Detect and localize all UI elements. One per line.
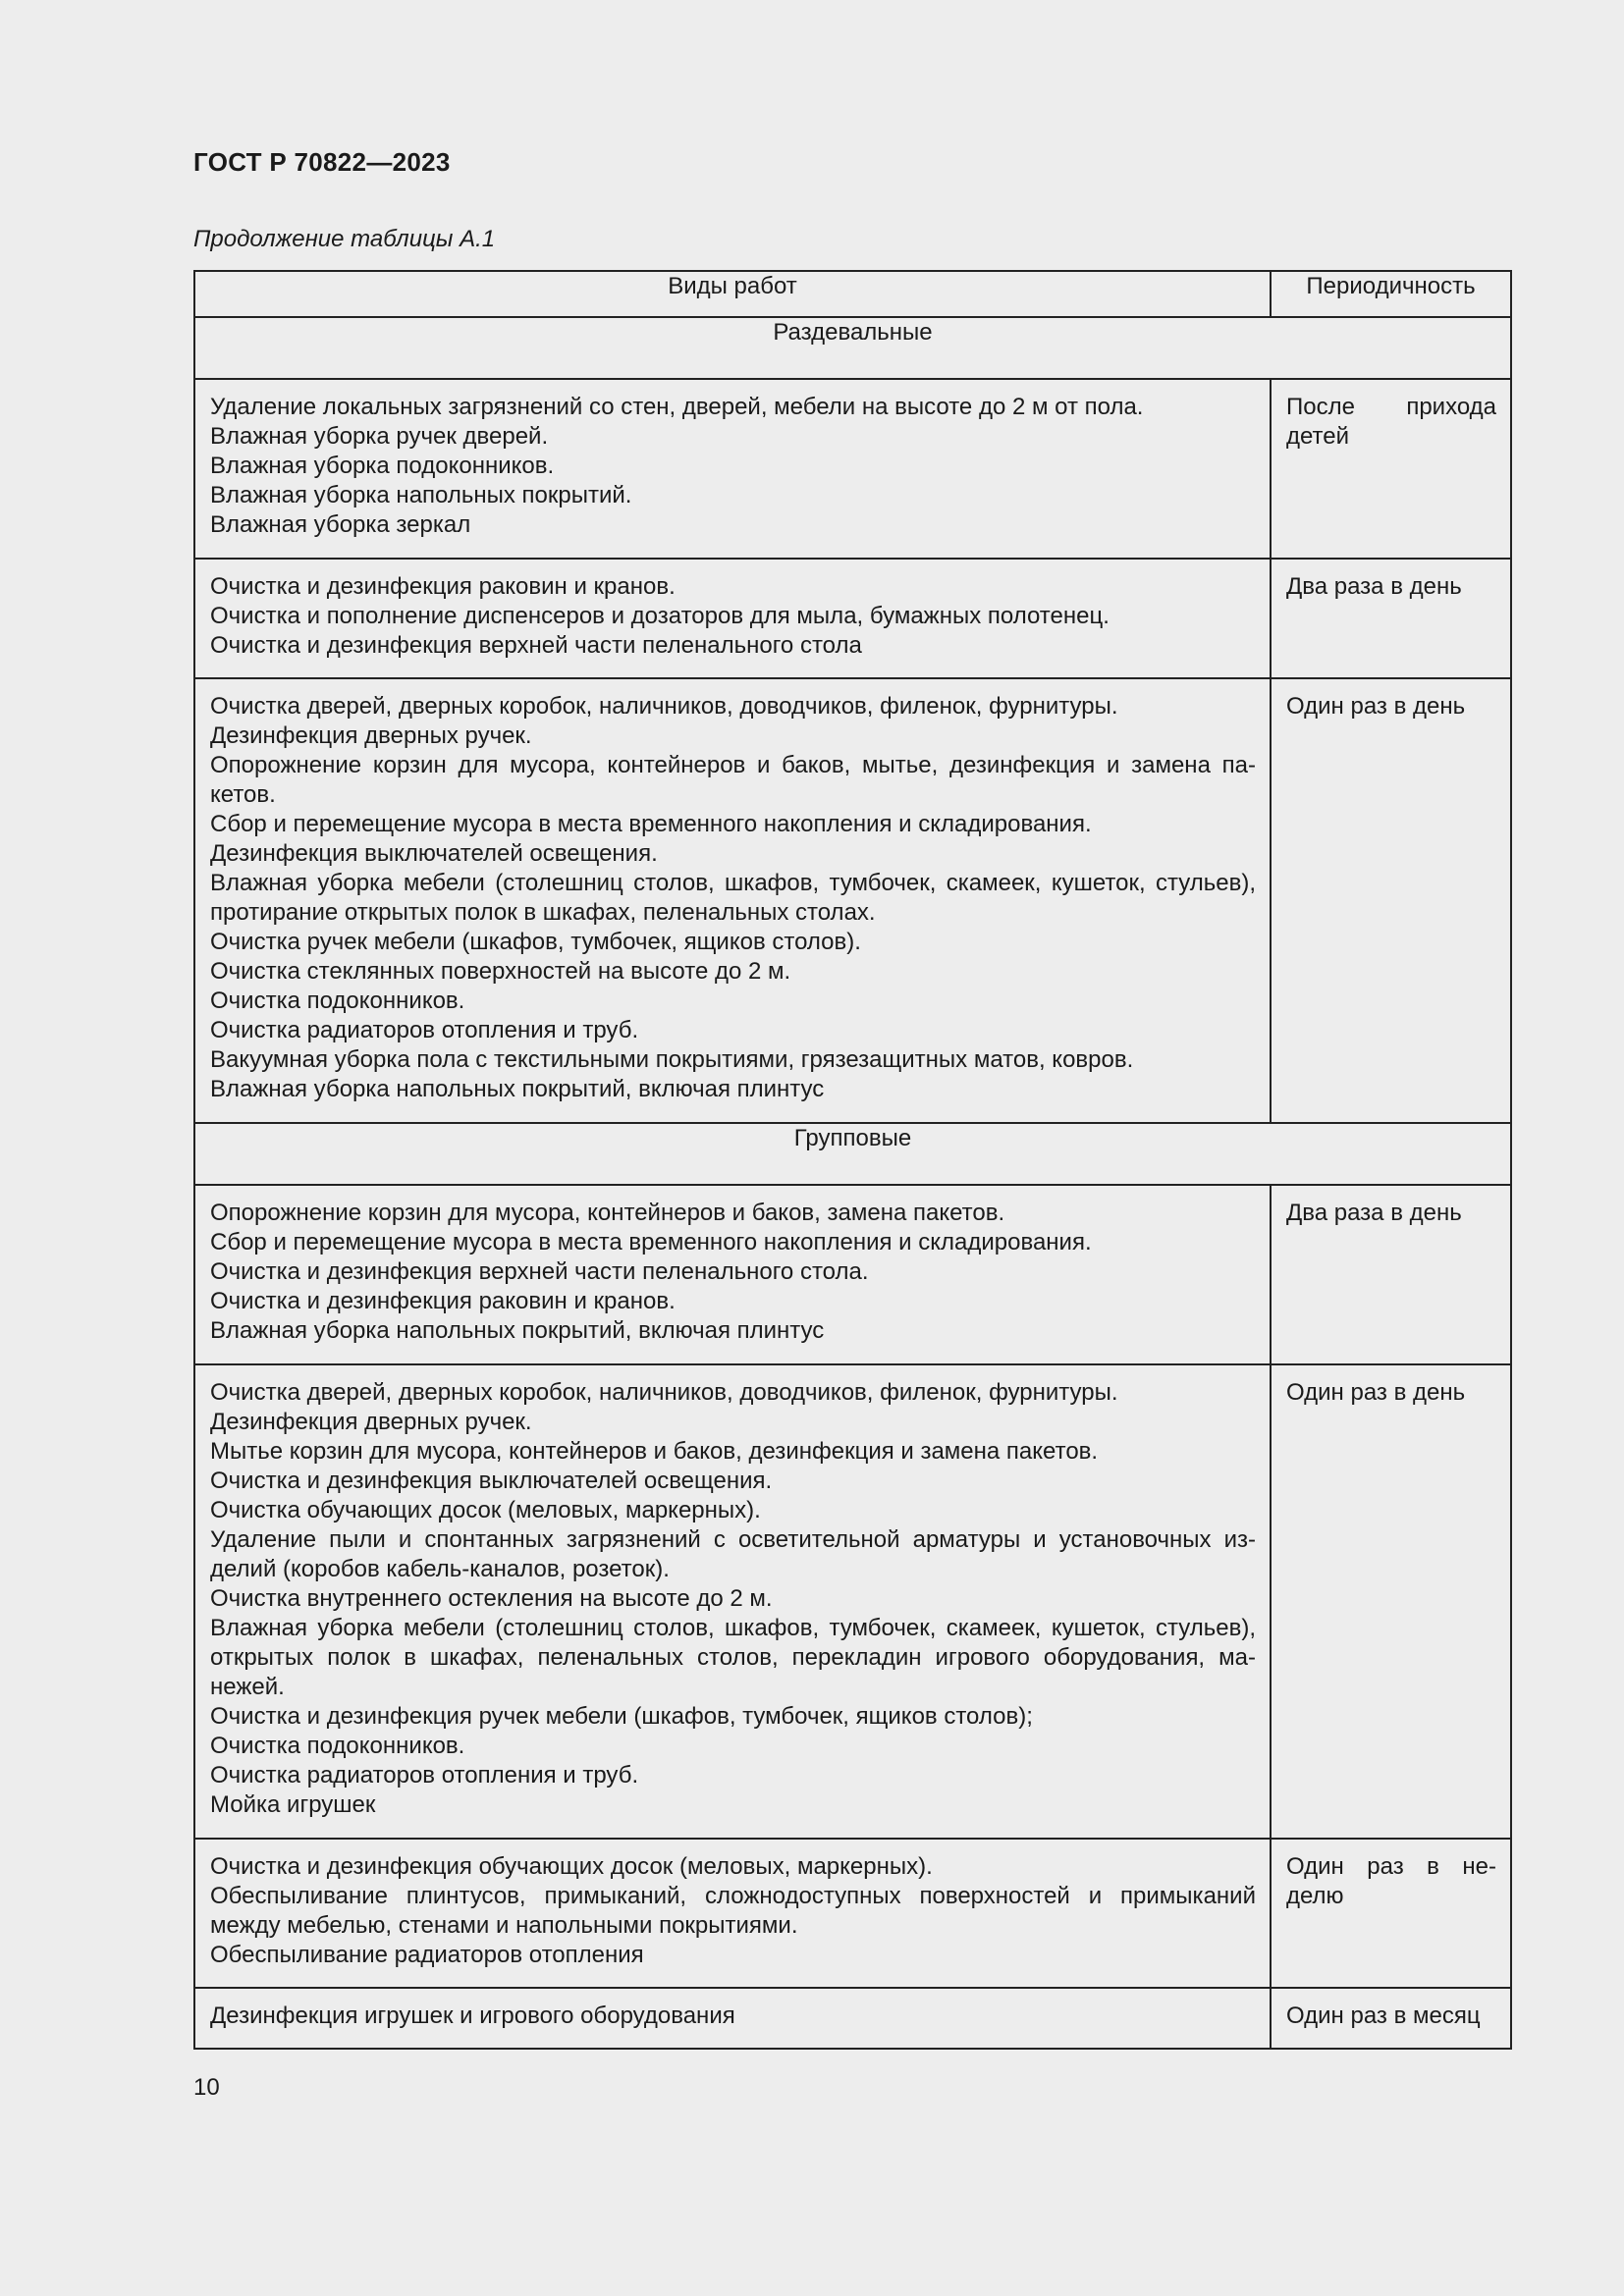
work-line: Дезинфекция игрушек и игрового оборудования	[210, 2002, 735, 2029]
works-cell	[194, 559, 1271, 678]
section-title: Групповые	[194, 1123, 1511, 1185]
table-row	[194, 379, 1511, 559]
period-line: Один раз в день	[1286, 693, 1466, 720]
column-header-period: Периодичность	[1271, 271, 1511, 317]
work-line: Очистка и дезинфекция обучающих досок (меловых, маркерных).	[210, 1853, 933, 1880]
work-line: Очистка и дезинфекция выключателей освещения.	[210, 1468, 773, 1494]
work-line: Обеспыливание плинтусов, примыканий, сложнодоступных поверхностей и примыканий	[210, 1883, 1256, 1909]
work-line: Сбор и перемещение мусора в места временного накопления и складирования.	[210, 1229, 1092, 1255]
work-line: Очистка радиаторов отопления и труб.	[210, 1017, 639, 1043]
work-line: Очистка обучающих досок (меловых, маркерных).	[210, 1497, 761, 1523]
work-line: Очистка дверей, дверных коробок, наличников, доводчиков, филенок, фурнитуры.	[210, 1379, 1118, 1406]
work-line: Очистка внутреннего остекления на высоте до 2 м.	[210, 1585, 773, 1612]
table-caption: Продолжение таблицы А.1	[193, 226, 496, 252]
work-line: Мытье корзин для мусора, контейнеров и баков, дезинфекция и замена пакетов.	[210, 1438, 1099, 1465]
work-line: Очистка и дезинфекция верхней части пеленального стола.	[210, 1258, 869, 1285]
works-cell	[194, 379, 1271, 559]
period-cell	[1271, 559, 1511, 678]
period-cell	[1271, 1988, 1511, 2049]
work-line: нежей.	[210, 1674, 285, 1700]
work-line: Влажная уборка мебели (столешниц столов, шкафов, тумбочек, скамеек, кушеток, стульев),	[210, 870, 1256, 896]
period-cell	[1271, 1364, 1511, 1839]
section-row	[194, 1123, 1511, 1185]
work-line: Очистка радиаторов отопления и труб.	[210, 1762, 639, 1789]
works-cell	[194, 678, 1271, 1123]
work-line: протирание открытых полок в шкафах, пеленальных столах.	[210, 899, 876, 926]
work-line: Дезинфекция выключателей освещения.	[210, 840, 658, 867]
period-line: Один раз в день	[1286, 1379, 1466, 1406]
work-line: Сбор и перемещение мусора в места временного накопления и складирования.	[210, 811, 1092, 837]
table-row	[194, 1839, 1511, 1988]
work-line: Мойка игрушек	[210, 1791, 376, 1818]
work-line: Очистка и пополнение диспенсеров и дозаторов для мыла, бумажных полотенец.	[210, 603, 1110, 629]
work-line: Опорожнение корзин для мусора, контейнеров и баков, замена пакетов.	[210, 1200, 1005, 1226]
work-schedule-table	[193, 270, 1512, 2050]
works-cell	[194, 1364, 1271, 1839]
work-line: кетов.	[210, 781, 276, 808]
works-cell	[194, 1185, 1271, 1364]
work-line: Влажная уборка зеркал	[210, 511, 471, 538]
period-line: Два раза в день	[1286, 573, 1462, 600]
section-row	[194, 317, 1511, 379]
table-row	[194, 1988, 1511, 2049]
table-header-row	[194, 271, 1511, 317]
work-line: Очистка стеклянных поверхностей на высоте до 2 м.	[210, 958, 791, 985]
work-line: Влажная уборка ручек дверей.	[210, 423, 549, 450]
period-line: После прихода	[1286, 394, 1496, 420]
works-cell	[194, 1839, 1271, 1988]
period-cell	[1271, 1185, 1511, 1364]
work-line: Очистка и дезинфекция раковин и кранов.	[210, 1288, 676, 1314]
work-line: Влажная уборка напольных покрытий, включая плинтус	[210, 1317, 825, 1344]
table-row	[194, 678, 1511, 1123]
period-line: Один раз в месяц	[1286, 2002, 1481, 2029]
period-cell	[1271, 678, 1511, 1123]
work-line: Влажная уборка напольных покрытий, включая плинтус	[210, 1076, 825, 1102]
period-line: детей	[1286, 423, 1350, 450]
work-line: Очистка ручек мебели (шкафов, тумбочек, ящиков столов).	[210, 929, 861, 955]
work-line: Влажная уборка мебели (столешниц столов, шкафов, тумбочек, скамеек, кушеток, стульев),	[210, 1615, 1256, 1641]
period-line: Один раз в не-	[1286, 1853, 1496, 1880]
work-line: Дезинфекция дверных ручек.	[210, 1409, 532, 1435]
work-line: Очистка и дезинфекция раковин и кранов.	[210, 573, 676, 600]
table-row	[194, 1185, 1511, 1364]
document-header: ГОСТ Р 70822—2023	[193, 147, 451, 177]
period-cell	[1271, 379, 1511, 559]
work-line: Влажная уборка подоконников.	[210, 453, 555, 479]
works-cell	[194, 1988, 1271, 2049]
work-line: Очистка дверей, дверных коробок, наличников, доводчиков, филенок, фурнитуры.	[210, 693, 1118, 720]
work-line: Очистка и дезинфекция ручек мебели (шкафов, тумбочек, ящиков столов);	[210, 1703, 1033, 1730]
column-header-works: Виды работ	[194, 271, 1271, 317]
work-line: Влажная уборка напольных покрытий.	[210, 482, 632, 508]
work-line: между мебелью, стенами и напольными покрытиями.	[210, 1912, 798, 1939]
work-line: Удаление пыли и спонтанных загрязнений с осветительной арматуры и установочных из-	[210, 1526, 1256, 1553]
table-row	[194, 559, 1511, 678]
work-line: открытых полок в шкафах, пеленальных столов, перекладин игрового оборудования, ма-	[210, 1644, 1256, 1671]
page-number: 10	[193, 2074, 220, 2101]
work-line: делий (коробов кабель-каналов, розеток).	[210, 1556, 670, 1582]
work-line: Обеспыливание радиаторов отопления	[210, 1942, 644, 1968]
work-line: Очистка подоконников.	[210, 1733, 465, 1759]
work-line: Опорожнение корзин для мусора, контейнеров и баков, мытье, дезинфекция и замена па-	[210, 752, 1256, 778]
work-line: Удаление локальных загрязнений со стен, дверей, мебели на высоте до 2 м от пола.	[210, 394, 1144, 420]
work-line: Очистка подоконников.	[210, 988, 465, 1014]
work-line: Вакуумная уборка пола с текстильными покрытиями, грязезащитных матов, ковров.	[210, 1046, 1134, 1073]
period-cell	[1271, 1839, 1511, 1988]
work-line: Дезинфекция дверных ручек.	[210, 722, 532, 749]
period-line: делю	[1286, 1883, 1344, 1909]
period-line: Два раза в день	[1286, 1200, 1462, 1226]
work-line: Очистка и дезинфекция верхней части пеленального стола	[210, 632, 862, 659]
table-row	[194, 1364, 1511, 1839]
section-title: Раздевальные	[194, 317, 1511, 379]
